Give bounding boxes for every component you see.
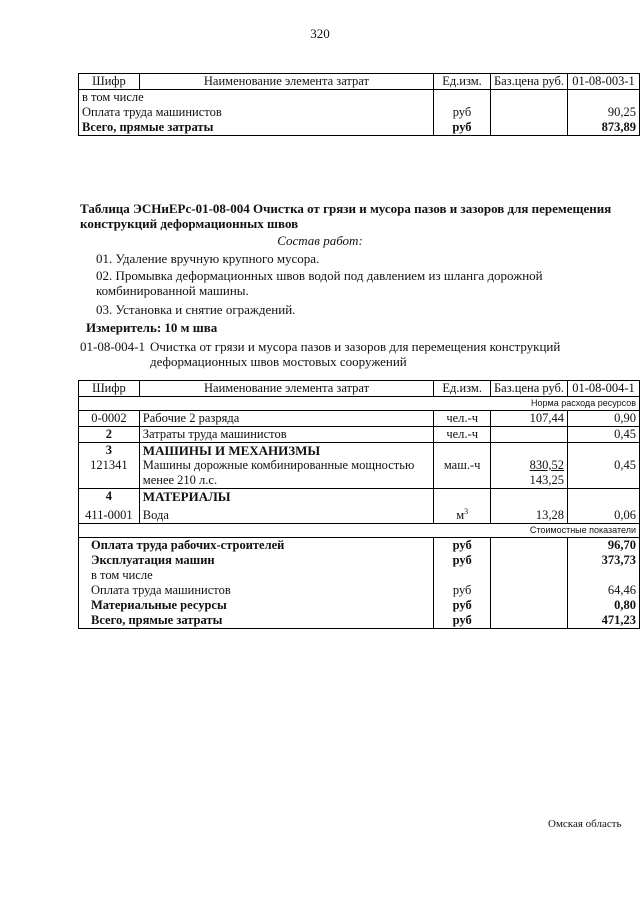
row-name: Вода <box>139 504 434 524</box>
row-price: 13,28 <box>491 504 568 524</box>
header-unit: Ед.изм. <box>434 74 491 90</box>
row-price <box>490 120 567 136</box>
total-unit: руб <box>434 553 491 568</box>
row-value <box>568 489 640 505</box>
total-value: 0,80 <box>568 598 640 613</box>
total-row <box>79 613 640 629</box>
row-cipher: 411-0001 <box>79 504 140 524</box>
section-row <box>79 443 640 459</box>
row-price <box>491 427 568 443</box>
item-code: 01-08-004-1 <box>80 339 145 354</box>
total-price <box>491 583 568 598</box>
row-value <box>568 443 640 459</box>
work-item: 03. Установка и снятие ограждений. <box>96 302 296 317</box>
total-price <box>491 538 568 554</box>
row-unit: руб <box>434 105 491 120</box>
section-title: Таблица ЭСНиЕРс-01-08-004 Очистка от грязи и мусора пазов и зазоров для перемещения конструкций деформационных швов <box>80 201 612 231</box>
row-unit: чел.-ч <box>434 411 491 427</box>
total-row <box>79 568 640 583</box>
total-value: 96,70 <box>568 538 640 554</box>
table-row <box>79 90 640 106</box>
header-code: 01-08-003-1 <box>568 74 640 90</box>
total-name: Эксплуатация машин <box>79 553 434 568</box>
row-unit <box>434 90 491 106</box>
row-name-line: менее 210 л.с. <box>142 473 218 487</box>
total-value: 471,23 <box>568 613 640 629</box>
row-value: 0,06 <box>568 504 640 524</box>
table-header-row <box>79 381 640 397</box>
table-row <box>79 105 640 120</box>
total-row <box>79 598 640 613</box>
header-code: 01-08-004-1 <box>568 381 640 397</box>
row-value: 90,25 <box>568 105 640 120</box>
footer-region: Омская область <box>548 818 622 830</box>
row-unit <box>434 504 491 524</box>
row-price-line: 143,25 <box>529 473 565 487</box>
header-name: Наименование элемента затрат <box>139 74 433 90</box>
header-unit: Ед.изм. <box>434 381 491 397</box>
header-base-price: Баз.цена руб. <box>490 74 567 90</box>
row-cipher: 121341 <box>79 458 140 489</box>
row-name: Оплата труда машинистов <box>79 105 434 120</box>
row-unit <box>434 489 491 505</box>
total-unit: руб <box>434 613 491 629</box>
row-section-name: МАТЕРИАЛЫ <box>139 489 434 505</box>
total-value: 64,46 <box>568 583 640 598</box>
row-unit: маш.-ч <box>434 458 491 489</box>
cost-label-row <box>79 524 640 538</box>
unit-text: м <box>456 508 465 523</box>
row-price-line: 830,52 <box>529 458 565 472</box>
unit-superscript: 3 <box>464 507 469 516</box>
top-cost-table <box>78 73 640 136</box>
page-number: 320 <box>310 26 330 41</box>
total-name: Оплата труда машинистов <box>79 583 434 598</box>
table-header-row <box>79 74 640 90</box>
measure-unit: Измеритель: 10 м шва <box>86 320 218 335</box>
main-cost-table <box>78 380 640 629</box>
row-unit: чел.-ч <box>434 427 491 443</box>
row-name: в том числе <box>79 90 434 106</box>
table-row <box>79 504 640 524</box>
total-unit: руб <box>434 583 491 598</box>
total-name: Материальные ресурсы <box>79 598 434 613</box>
total-name: Всего, прямые затраты <box>79 613 434 629</box>
total-name: в том числе <box>79 568 434 583</box>
total-price <box>491 598 568 613</box>
header-name: Наименование элемента затрат <box>139 381 434 397</box>
row-price <box>490 105 567 120</box>
total-price <box>491 613 568 629</box>
total-unit <box>434 568 491 583</box>
table-row <box>79 458 640 489</box>
total-value: 373,73 <box>568 553 640 568</box>
total-name: Оплата труда рабочих-строителей <box>79 538 434 554</box>
item-description: Очистка от грязи и мусора пазов и зазоров для перемещения конструкций деформационных швов мостовых сооружений <box>150 339 561 369</box>
work-item: 02. Промывка деформационных швов водой под давлением из шланга дорожной комбинированной машины. <box>96 268 543 298</box>
row-value: 0,45 <box>568 458 640 489</box>
total-price <box>491 568 568 583</box>
row-price <box>491 443 568 459</box>
table-row <box>79 427 640 443</box>
row-price <box>490 90 567 106</box>
header-cipher: Шифр <box>79 74 140 90</box>
row-price <box>491 489 568 505</box>
row-name <box>139 458 434 489</box>
work-item: 01. Удаление вручную крупного мусора. <box>96 251 320 266</box>
table-row-total <box>79 120 640 136</box>
section-row <box>79 489 640 505</box>
row-price: 107,44 <box>491 411 568 427</box>
row-name: Всего, прямые затраты <box>79 120 434 136</box>
total-value <box>568 568 640 583</box>
row-value: 0,90 <box>568 411 640 427</box>
row-name-line: Машины дорожные комбинированные мощностью <box>142 458 415 472</box>
row-name: Затраты труда машинистов <box>139 427 434 443</box>
header-cipher: Шифр <box>79 381 140 397</box>
row-unit <box>434 443 491 459</box>
total-unit: руб <box>434 538 491 554</box>
header-base-price: Баз.цена руб. <box>491 381 568 397</box>
total-row <box>79 553 640 568</box>
total-price <box>491 553 568 568</box>
total-row <box>79 538 640 554</box>
row-cipher: 4 <box>79 489 140 505</box>
row-price <box>491 458 568 489</box>
row-cipher: 3 <box>79 443 140 459</box>
work-heading: Состав работ: <box>277 233 363 248</box>
total-unit: руб <box>434 598 491 613</box>
row-section-name: МАШИНЫ И МЕХАНИЗМЫ <box>139 443 434 459</box>
row-cipher: 0-0002 <box>79 411 140 427</box>
cost-label: Стоимостные показатели <box>79 524 640 538</box>
table-row <box>79 411 640 427</box>
norm-label: Норма расхода ресурсов <box>79 397 640 411</box>
row-value: 873,89 <box>568 120 640 136</box>
row-name: Рабочие 2 разряда <box>139 411 434 427</box>
row-cipher: 2 <box>79 427 140 443</box>
norm-label-row <box>79 397 640 411</box>
row-value: 0,45 <box>568 427 640 443</box>
total-row <box>79 583 640 598</box>
row-unit: руб <box>434 120 491 136</box>
row-value <box>568 90 640 106</box>
